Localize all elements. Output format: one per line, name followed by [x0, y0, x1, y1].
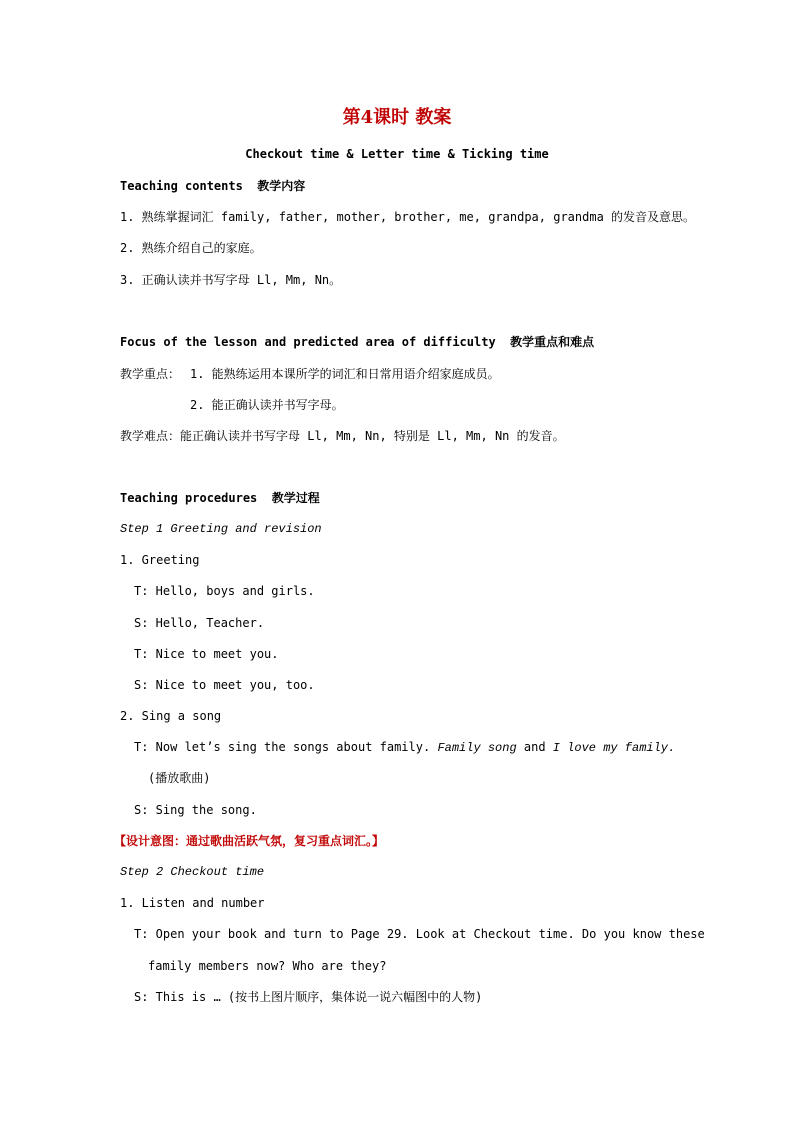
song-and: and — [516, 740, 553, 754]
page-subtitle: Checkout time & Letter time & Ticking time — [245, 147, 549, 161]
contents-heading: Teaching contents 教学内容 — [120, 179, 306, 193]
step-2-title: Step 2 Checkout time — [120, 865, 265, 879]
teacher-line-2: family members now? Who are they? — [148, 959, 387, 973]
page-title: 第4课时 教案 — [342, 107, 452, 128]
song-label: 2. Sing a song — [120, 709, 222, 723]
focus-heading: Focus of the lesson and predicted area of difficulty 教学重点和难点 — [120, 335, 595, 349]
step-1-title: Step 1 Greeting and revision — [120, 522, 322, 536]
song-line — [134, 739, 675, 756]
key-points-label: 教学重点： — [120, 367, 181, 381]
song-title-2: I love my family. — [552, 741, 676, 755]
key-point-1: 1. 能熟练运用本课所学的词汇和日常用语介绍家庭成员。 — [190, 367, 500, 381]
song-line-prefix: T: Now let’s sing the songs about family. — [134, 740, 438, 754]
listen-label: 1. Listen and number — [120, 896, 265, 910]
dialogue-line-2: S: Hello, Teacher. — [134, 616, 265, 630]
procedures-heading: Teaching procedures 教学过程 — [120, 491, 320, 505]
design-intent: 【设计意图：通过歌曲活跃气氛，复习重点词汇。】 — [114, 834, 385, 848]
contents-item-2: 2. 熟练介绍自己的家庭。 — [120, 241, 262, 255]
dialogue-line-4: S: Nice to meet you, too. — [134, 678, 315, 692]
contents-item-1: 1. 熟练掌握词汇 family, father, mother, brother, me, grandpa, grandma 的发音及意思。 — [120, 210, 696, 224]
difficulty-line: 教学难点：能正确认读并书写字母 Ll, Mm, Nn, 特别是 Ll, Mm, Nn 的发音。 — [120, 429, 565, 443]
dialogue-line-3: T: Nice to meet you. — [134, 647, 279, 661]
teacher-line-1: T: Open your book and turn to Page 29. Look at Checkout time. Do you know these — [134, 927, 705, 941]
key-point-2: 2. 能正确认读并书写字母。 — [190, 398, 344, 412]
contents-item-3: 3. 正确认读并书写字母 Ll, Mm, Nn。 — [120, 273, 342, 287]
dialogue-line-1: T: Hello, boys and girls. — [134, 584, 315, 598]
student-line: S: This is … (按书上图片顺序，集体说一说六幅图中的人物) — [134, 990, 483, 1004]
song-note: (播放歌曲) — [148, 771, 211, 785]
song-response: S: Sing the song. — [134, 803, 257, 817]
song-title-1: Family song — [437, 741, 517, 755]
greeting-label: 1. Greeting — [120, 553, 200, 567]
